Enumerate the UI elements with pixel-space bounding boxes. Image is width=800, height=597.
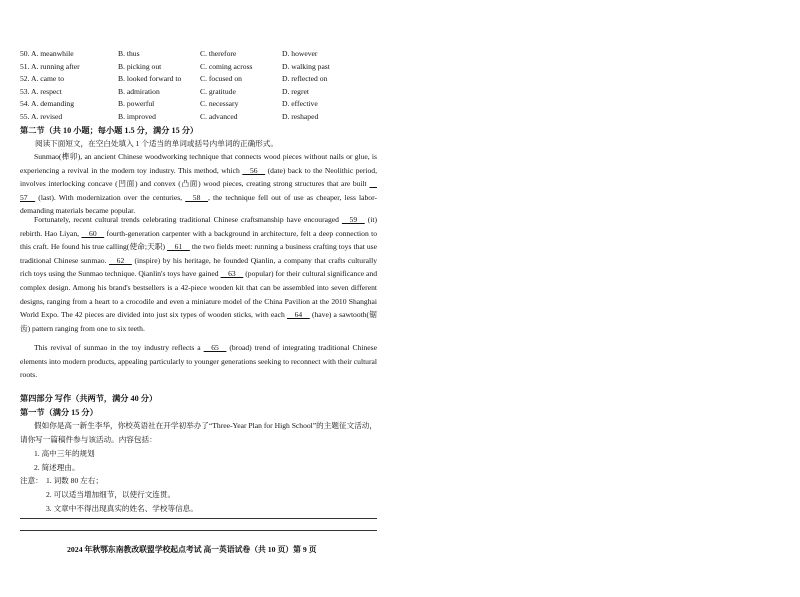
blank-59: 59: [341, 215, 365, 224]
option: D. however: [282, 49, 318, 58]
option: 51. A. running after: [20, 61, 80, 71]
writing-prompt: 假如你是高一新生李华，你校英语社在开学初举办了“Three-Year Plan for High School”的主题征文活动，请你写一篇稿件参与该活动。内容包括：: [20, 421, 377, 444]
option-row-54: [20, 98, 380, 111]
part4-section1-heading: 第一节（满分 15 分）: [20, 408, 98, 417]
section2-instruction: 阅读下面短文，在空白处填入 1 个适当的单词或括号内单词的正确形式。: [35, 139, 278, 148]
note-2: 2. 可以适当增加细节，以使行文连贯。: [46, 490, 176, 499]
note-3: 3. 文章中不得出现真实的姓名、学校等信息。: [46, 504, 198, 513]
option: C. therefore: [200, 49, 237, 58]
option: C. gratitude: [200, 86, 236, 96]
blank-56: 56: [242, 165, 266, 175]
option: C. focused on: [200, 74, 242, 84]
blank-58: 58: [185, 192, 208, 202]
writing-line-2: [20, 530, 377, 531]
blank-65: 65: [203, 343, 227, 352]
option: C. advanced: [200, 111, 238, 121]
option: 50. A. meanwhile: [20, 49, 74, 58]
option: B. picking out: [118, 61, 162, 71]
option: C. necessary: [200, 99, 239, 109]
option: B. admiration: [118, 86, 160, 96]
blank-63: 63: [220, 269, 244, 279]
option: D. reshaped: [282, 111, 319, 121]
option: 54. A. demanding: [20, 99, 74, 109]
option: C. coming across: [200, 61, 253, 71]
option: D. reflected on: [282, 74, 328, 84]
option-row-53: [20, 86, 380, 99]
content-item-2: 2. 简述理由。: [34, 463, 80, 472]
option-row-50: [20, 48, 380, 61]
option: 53. A. respect: [20, 86, 62, 96]
option: B. looked forward to: [118, 74, 182, 84]
option: 55. A. revised: [20, 111, 63, 121]
option-row-55: [20, 111, 380, 124]
page-footer: 2024 年秋鄂东南教改联盟学校起点考试 高一英语试卷（共 10 页）第 9 页: [67, 545, 317, 554]
blank-62: 62: [109, 255, 132, 265]
note-1: 1. 词数 80 左右；: [46, 476, 103, 485]
option-row-52: [20, 73, 380, 86]
option: B. improved: [118, 111, 156, 121]
blank-61: 61: [167, 242, 190, 252]
option: D. regret: [282, 86, 309, 96]
blank-64: 64: [286, 310, 310, 320]
passage-paragraph-2: Fortunately, recent cultural trends celebrating traditional Chinese craftsmanship have encouraged 59 (it) rebirth. Hao Liyan, 60 fourth-generation carpenter with a background in architecture, felt a deep connection to this craft. He found his true calling(使命;天职) 61 the two fields meet: running a business crafting toys that use traditional Chinese sunmao. 62 (inspire) by his heritage, he founded Qianlin, a company that crafts culturally rich toys using the Sunmao technique. Qianlin's toys have gained 63 (popular) for their cultural significance and complex design. Among his brand's bestsellers is a 42-piece wooden kit that can be assembled into seven different designs, ranging from a heart to a crocodile and even a miniature model of the China Pavilion at the 2010 Shanghai World Expo. The 42 pieces are divided into just six types of wooden sticks, with each 64 (have) a sawtooth(锯齿) pattern ranging from one to six teeth.: [20, 215, 378, 333]
blank-57: 57: [20, 179, 377, 202]
option: D. effective: [282, 99, 318, 109]
section2-heading: 第二节（共 10 小题；每小题 1.5 分，满分 15 分）: [20, 126, 199, 135]
writing-line-1: [20, 518, 377, 519]
passage-paragraph-3: This revival of sunmao in the toy industry reflects a 65 (broad) trend of integrating traditional Chinese elements into modern products, appealing particularly to younger generations seeking to reconnect with their cultural roots.: [20, 343, 377, 380]
option: D. walking past: [282, 61, 330, 71]
content-item-1: 1. 高中三年的规划: [34, 449, 95, 458]
option: 52. A. came to: [20, 74, 65, 84]
option-row-51: [20, 61, 380, 74]
option: B. powerful: [118, 99, 155, 109]
option: B. thus: [118, 49, 140, 58]
blank-60: 60: [81, 228, 105, 238]
answer-options: [20, 48, 380, 124]
passage-paragraph-1: Sunmao(榫卯), an ancient Chinese woodworking technique that connects wood pieces without nails or glue, is experiencing a revival in the modern toy industry. This method, which 56 (date) back to the Neolithic period, involves interlocking concave (凹面) and convex (凸面) wood pieces, creating strong structures that are built 57 (last). With modernization over the centuries, 58 , the technique fell out of use as cheaper, less labor-demanding materials became popular.: [20, 152, 378, 216]
notes-label: 注意：: [20, 476, 43, 485]
part4-heading: 第四部分 写作（共两节，满分 40 分）: [20, 394, 158, 403]
